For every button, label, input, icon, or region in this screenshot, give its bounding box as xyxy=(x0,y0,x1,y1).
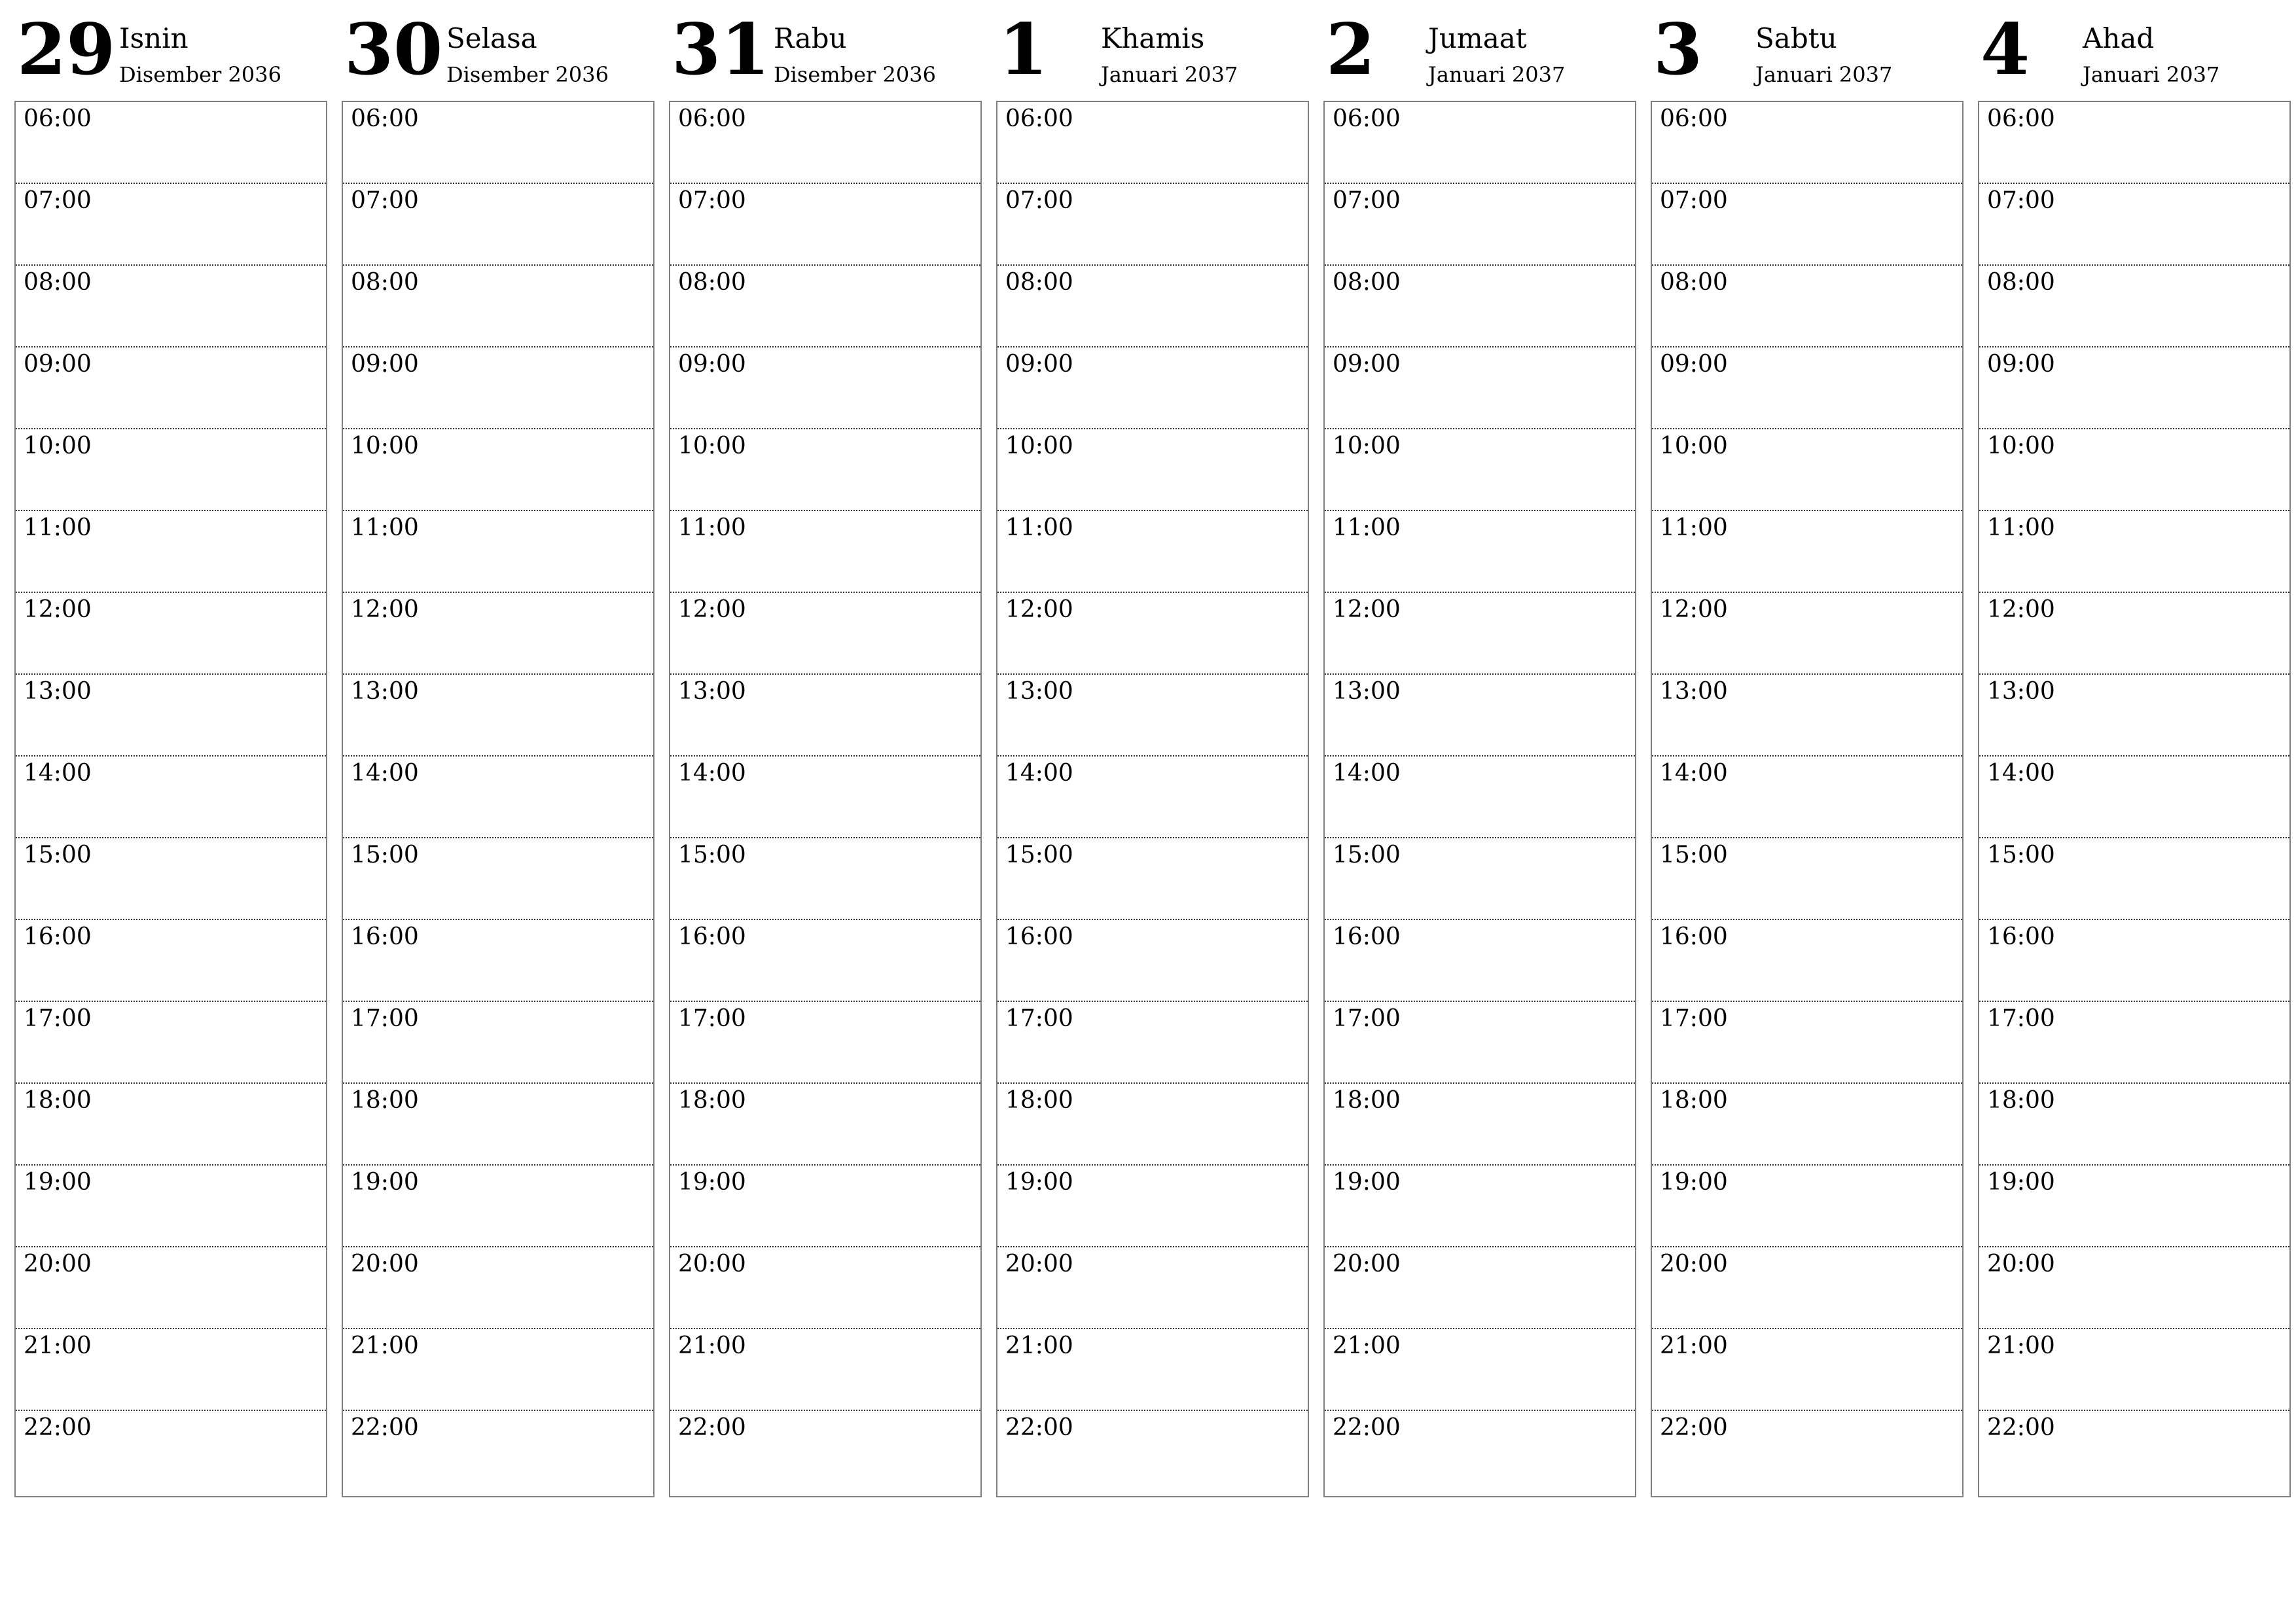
time-label: 11:00 xyxy=(1005,514,1073,541)
day-month-year: Januari 2037 xyxy=(1755,62,1893,87)
time-slot[interactable] xyxy=(1325,1002,1635,1084)
day-name: Sabtu xyxy=(1755,22,1837,54)
time-label: 06:00 xyxy=(351,105,419,132)
time-label: 16:00 xyxy=(678,923,746,950)
time-slot[interactable] xyxy=(670,593,980,675)
time-slot[interactable] xyxy=(16,184,326,266)
time-label: 13:00 xyxy=(1005,678,1073,705)
time-label: 20:00 xyxy=(1005,1251,1073,1277)
time-label: 17:00 xyxy=(1005,1005,1073,1032)
time-slot[interactable] xyxy=(1979,1084,2289,1166)
time-label: 19:00 xyxy=(1660,1169,1728,1196)
time-label: 14:00 xyxy=(1660,760,1728,787)
time-slot[interactable] xyxy=(343,1166,653,1247)
time-label: 22:00 xyxy=(678,1414,746,1441)
time-label: 11:00 xyxy=(1333,514,1401,541)
day-name: Khamis xyxy=(1101,22,1205,54)
time-label: 15:00 xyxy=(1660,842,1728,868)
time-slot[interactable] xyxy=(1979,511,2289,593)
time-label: 16:00 xyxy=(1005,923,1073,950)
day-name: Jumaat xyxy=(1428,22,1527,54)
time-label: 19:00 xyxy=(351,1169,419,1196)
time-slot[interactable] xyxy=(1325,1166,1635,1247)
time-label: 09:00 xyxy=(1005,351,1073,378)
time-slot[interactable] xyxy=(343,348,653,429)
time-label: 11:00 xyxy=(351,514,419,541)
time-slot[interactable] xyxy=(1325,511,1635,593)
time-label: 07:00 xyxy=(1005,187,1073,214)
time-slot[interactable] xyxy=(343,1411,653,1493)
time-slot[interactable] xyxy=(1979,184,2289,266)
time-label: 18:00 xyxy=(678,1087,746,1114)
day-column xyxy=(14,0,327,1505)
time-label: 12:00 xyxy=(1005,596,1073,623)
time-slot[interactable] xyxy=(1979,1166,2289,1247)
time-slot[interactable] xyxy=(343,675,653,757)
time-slot[interactable] xyxy=(1325,1411,1635,1493)
time-label: 06:00 xyxy=(1660,105,1728,132)
time-slot[interactable] xyxy=(670,184,980,266)
time-slot[interactable] xyxy=(997,1411,1308,1493)
day-number: 3 xyxy=(1653,9,1703,91)
time-label: 09:00 xyxy=(24,351,92,378)
day-schedule-box xyxy=(342,101,655,1497)
time-slot[interactable] xyxy=(1652,511,1962,593)
time-label: 15:00 xyxy=(1005,842,1073,868)
time-slot[interactable] xyxy=(16,102,326,184)
time-slot[interactable] xyxy=(343,920,653,1002)
time-slot[interactable] xyxy=(1325,1084,1635,1166)
time-label: 14:00 xyxy=(1333,760,1401,787)
time-slot[interactable] xyxy=(343,429,653,511)
day-month-year: Januari 2037 xyxy=(1428,62,1566,87)
time-label: 09:00 xyxy=(1333,351,1401,378)
time-slot[interactable] xyxy=(16,838,326,920)
time-label: 07:00 xyxy=(1987,187,2055,214)
time-slot[interactable] xyxy=(1325,266,1635,348)
time-slot[interactable] xyxy=(1652,348,1962,429)
time-slot[interactable] xyxy=(997,838,1308,920)
day-schedule-box xyxy=(996,101,1309,1497)
day-header xyxy=(669,0,982,101)
time-slot[interactable] xyxy=(343,511,653,593)
time-slot[interactable] xyxy=(1325,184,1635,266)
time-slot[interactable] xyxy=(1652,1166,1962,1247)
time-label: 20:00 xyxy=(351,1251,419,1277)
time-label: 11:00 xyxy=(1987,514,2055,541)
time-slot[interactable] xyxy=(1979,348,2289,429)
time-label: 22:00 xyxy=(1005,1414,1073,1441)
time-label: 15:00 xyxy=(351,842,419,868)
day-header xyxy=(1323,0,1636,101)
time-label: 10:00 xyxy=(1005,433,1073,459)
time-slot[interactable] xyxy=(1325,429,1635,511)
time-label: 10:00 xyxy=(1333,433,1401,459)
time-label: 11:00 xyxy=(24,514,92,541)
time-label: 17:00 xyxy=(678,1005,746,1032)
time-label: 11:00 xyxy=(1660,514,1728,541)
day-month-year: Januari 2037 xyxy=(1101,62,1238,87)
time-label: 14:00 xyxy=(351,760,419,787)
time-label: 12:00 xyxy=(24,596,92,623)
time-slot[interactable] xyxy=(1325,757,1635,838)
day-month-year: Disember 2036 xyxy=(446,62,609,87)
time-slot[interactable] xyxy=(997,675,1308,757)
time-slot[interactable] xyxy=(16,348,326,429)
time-label: 21:00 xyxy=(1987,1332,2055,1359)
time-label: 09:00 xyxy=(1660,351,1728,378)
time-label: 22:00 xyxy=(1660,1414,1728,1441)
time-label: 18:00 xyxy=(1333,1087,1401,1114)
time-label: 08:00 xyxy=(678,269,746,296)
time-slot[interactable] xyxy=(670,1166,980,1247)
time-slot[interactable] xyxy=(997,1084,1308,1166)
time-slot[interactable] xyxy=(343,838,653,920)
time-label: 11:00 xyxy=(678,514,746,541)
time-label: 15:00 xyxy=(1987,842,2055,868)
time-slot[interactable] xyxy=(670,511,980,593)
time-slot[interactable] xyxy=(16,675,326,757)
time-slot[interactable] xyxy=(670,266,980,348)
time-label: 22:00 xyxy=(24,1414,92,1441)
time-label: 15:00 xyxy=(24,842,92,868)
time-slot[interactable] xyxy=(997,1247,1308,1329)
time-label: 10:00 xyxy=(24,433,92,459)
time-slot[interactable] xyxy=(1652,1329,1962,1411)
time-slot[interactable] xyxy=(343,184,653,266)
time-slot[interactable] xyxy=(670,757,980,838)
time-label: 08:00 xyxy=(1005,269,1073,296)
time-slot[interactable] xyxy=(1979,838,2289,920)
time-label: 10:00 xyxy=(1660,433,1728,459)
time-slot[interactable] xyxy=(343,757,653,838)
day-schedule-box xyxy=(1978,101,2291,1497)
day-number: 1 xyxy=(999,9,1049,91)
weekly-planner xyxy=(14,0,2286,1505)
time-slot[interactable] xyxy=(1652,184,1962,266)
day-header xyxy=(1978,0,2291,101)
day-name: Selasa xyxy=(446,22,537,54)
time-label: 18:00 xyxy=(1987,1087,2055,1114)
time-slot[interactable] xyxy=(1325,593,1635,675)
time-slot[interactable] xyxy=(1979,593,2289,675)
time-label: 10:00 xyxy=(678,433,746,459)
time-label: 18:00 xyxy=(1660,1087,1728,1114)
time-label: 22:00 xyxy=(1333,1414,1401,1441)
day-column xyxy=(1978,0,2291,1505)
time-label: 07:00 xyxy=(24,187,92,214)
time-label: 17:00 xyxy=(24,1005,92,1032)
time-slot[interactable] xyxy=(1325,1247,1635,1329)
time-label: 20:00 xyxy=(24,1251,92,1277)
time-slot[interactable] xyxy=(1652,429,1962,511)
time-slot[interactable] xyxy=(1652,757,1962,838)
day-number: 30 xyxy=(344,9,443,91)
time-label: 21:00 xyxy=(351,1332,419,1359)
time-slot[interactable] xyxy=(997,1166,1308,1247)
time-label: 06:00 xyxy=(1987,105,2055,132)
time-label: 07:00 xyxy=(351,187,419,214)
time-slot[interactable] xyxy=(1652,102,1962,184)
time-label: 08:00 xyxy=(351,269,419,296)
time-label: 09:00 xyxy=(1987,351,2055,378)
time-slot[interactable] xyxy=(1652,266,1962,348)
time-slot[interactable] xyxy=(670,348,980,429)
day-month-year: Disember 2036 xyxy=(774,62,936,87)
time-slot[interactable] xyxy=(1979,920,2289,1002)
time-slot[interactable] xyxy=(1979,1002,2289,1084)
day-name: Isnin xyxy=(119,22,188,54)
time-label: 13:00 xyxy=(351,678,419,705)
time-label: 15:00 xyxy=(678,842,746,868)
time-label: 20:00 xyxy=(1333,1251,1401,1277)
time-label: 19:00 xyxy=(678,1169,746,1196)
time-label: 13:00 xyxy=(1660,678,1728,705)
time-slot[interactable] xyxy=(1652,1411,1962,1493)
time-label: 18:00 xyxy=(1005,1087,1073,1114)
day-column xyxy=(1323,0,1636,1505)
time-label: 14:00 xyxy=(1005,760,1073,787)
day-column xyxy=(996,0,1309,1505)
time-slot[interactable] xyxy=(670,429,980,511)
time-label: 06:00 xyxy=(678,105,746,132)
time-label: 22:00 xyxy=(1987,1414,2055,1441)
time-label: 12:00 xyxy=(1333,596,1401,623)
time-label: 12:00 xyxy=(1987,596,2055,623)
time-slot[interactable] xyxy=(670,920,980,1002)
time-label: 08:00 xyxy=(1987,269,2055,296)
time-label: 17:00 xyxy=(1660,1005,1728,1032)
time-label: 14:00 xyxy=(1987,760,2055,787)
time-label: 21:00 xyxy=(678,1332,746,1359)
time-label: 07:00 xyxy=(678,187,746,214)
time-label: 09:00 xyxy=(351,351,419,378)
day-name: Ahad xyxy=(2083,22,2155,54)
time-label: 14:00 xyxy=(678,760,746,787)
time-slot[interactable] xyxy=(670,1002,980,1084)
time-label: 18:00 xyxy=(24,1087,92,1114)
time-slot[interactable] xyxy=(670,1247,980,1329)
time-slot[interactable] xyxy=(1652,838,1962,920)
time-label: 18:00 xyxy=(351,1087,419,1114)
time-label: 16:00 xyxy=(351,923,419,950)
day-header xyxy=(342,0,655,101)
time-slot[interactable] xyxy=(16,593,326,675)
day-month-year: Disember 2036 xyxy=(119,62,281,87)
time-slot[interactable] xyxy=(997,511,1308,593)
time-slot[interactable] xyxy=(1979,1247,2289,1329)
time-label: 20:00 xyxy=(1987,1251,2055,1277)
day-column xyxy=(342,0,655,1505)
time-slot[interactable] xyxy=(997,1002,1308,1084)
time-slot[interactable] xyxy=(1325,920,1635,1002)
time-label: 21:00 xyxy=(24,1332,92,1359)
day-column xyxy=(669,0,982,1505)
time-slot[interactable] xyxy=(1325,1329,1635,1411)
time-label: 13:00 xyxy=(678,678,746,705)
time-slot[interactable] xyxy=(16,1411,326,1493)
day-header xyxy=(996,0,1309,101)
time-label: 16:00 xyxy=(1987,923,2055,950)
time-slot[interactable] xyxy=(670,102,980,184)
time-slot[interactable] xyxy=(670,838,980,920)
time-label: 17:00 xyxy=(351,1005,419,1032)
time-label: 13:00 xyxy=(24,678,92,705)
time-slot[interactable] xyxy=(343,593,653,675)
time-slot[interactable] xyxy=(16,429,326,511)
time-label: 08:00 xyxy=(1660,269,1728,296)
time-label: 17:00 xyxy=(1333,1005,1401,1032)
time-slot[interactable] xyxy=(16,1329,326,1411)
time-slot[interactable] xyxy=(343,1084,653,1166)
time-label: 10:00 xyxy=(351,433,419,459)
time-slot[interactable] xyxy=(1325,348,1635,429)
day-name: Rabu xyxy=(774,22,847,54)
time-slot[interactable] xyxy=(997,920,1308,1002)
day-month-year: Januari 2037 xyxy=(2083,62,2220,87)
time-slot[interactable] xyxy=(670,1329,980,1411)
time-slot[interactable] xyxy=(997,184,1308,266)
time-label: 12:00 xyxy=(351,596,419,623)
time-slot[interactable] xyxy=(16,1002,326,1084)
time-label: 20:00 xyxy=(678,1251,746,1277)
time-label: 20:00 xyxy=(1660,1251,1728,1277)
time-slot[interactable] xyxy=(1652,593,1962,675)
time-slot[interactable] xyxy=(670,1411,980,1493)
time-slot[interactable] xyxy=(1652,675,1962,757)
time-slot[interactable] xyxy=(1979,1329,2289,1411)
time-slot[interactable] xyxy=(1652,920,1962,1002)
time-label: 14:00 xyxy=(24,760,92,787)
time-slot[interactable] xyxy=(16,1084,326,1166)
time-slot[interactable] xyxy=(1652,1002,1962,1084)
time-label: 16:00 xyxy=(1660,923,1728,950)
time-slot[interactable] xyxy=(343,102,653,184)
time-slot[interactable] xyxy=(670,675,980,757)
time-slot[interactable] xyxy=(997,757,1308,838)
time-slot[interactable] xyxy=(1979,757,2289,838)
time-label: 12:00 xyxy=(678,596,746,623)
time-label: 22:00 xyxy=(351,1414,419,1441)
day-number: 31 xyxy=(672,9,770,91)
time-slot[interactable] xyxy=(997,266,1308,348)
time-slot[interactable] xyxy=(343,1329,653,1411)
time-slot[interactable] xyxy=(343,1247,653,1329)
time-slot[interactable] xyxy=(343,266,653,348)
time-slot[interactable] xyxy=(997,429,1308,511)
time-slot[interactable] xyxy=(16,1247,326,1329)
time-label: 13:00 xyxy=(1333,678,1401,705)
time-label: 21:00 xyxy=(1005,1332,1073,1359)
day-schedule-box xyxy=(14,101,327,1497)
day-number: 2 xyxy=(1326,9,1376,91)
time-label: 16:00 xyxy=(1333,923,1401,950)
time-label: 08:00 xyxy=(1333,269,1401,296)
time-label: 06:00 xyxy=(24,105,92,132)
time-label: 19:00 xyxy=(1005,1169,1073,1196)
time-slot[interactable] xyxy=(1979,1411,2289,1493)
time-label: 06:00 xyxy=(1005,105,1073,132)
time-label: 19:00 xyxy=(24,1169,92,1196)
time-label: 13:00 xyxy=(1987,678,2055,705)
time-slot[interactable] xyxy=(1979,675,2289,757)
day-schedule-box xyxy=(1323,101,1636,1497)
day-number: 29 xyxy=(17,9,116,91)
time-slot[interactable] xyxy=(1979,429,2289,511)
time-label: 19:00 xyxy=(1987,1169,2055,1196)
time-slot[interactable] xyxy=(1652,1247,1962,1329)
day-number: 4 xyxy=(1981,9,2030,91)
day-header xyxy=(14,0,327,101)
time-slot[interactable] xyxy=(16,757,326,838)
day-column xyxy=(1651,0,1964,1505)
time-slot[interactable] xyxy=(1325,675,1635,757)
time-label: 15:00 xyxy=(1333,842,1401,868)
time-label: 21:00 xyxy=(1660,1332,1728,1359)
day-schedule-box xyxy=(1651,101,1964,1497)
time-label: 07:00 xyxy=(1333,187,1401,214)
day-header xyxy=(1651,0,1964,101)
time-slot[interactable] xyxy=(670,1084,980,1166)
time-slot[interactable] xyxy=(1325,102,1635,184)
time-label: 21:00 xyxy=(1333,1332,1401,1359)
time-slot[interactable] xyxy=(997,593,1308,675)
time-label: 16:00 xyxy=(24,923,92,950)
time-slot[interactable] xyxy=(1652,1084,1962,1166)
time-label: 08:00 xyxy=(24,269,92,296)
time-label: 10:00 xyxy=(1987,433,2055,459)
time-slot[interactable] xyxy=(997,348,1308,429)
time-label: 12:00 xyxy=(1660,596,1728,623)
day-schedule-box xyxy=(669,101,982,1497)
time-slot[interactable] xyxy=(16,266,326,348)
time-slot[interactable] xyxy=(16,1166,326,1247)
time-label: 17:00 xyxy=(1987,1005,2055,1032)
time-slot[interactable] xyxy=(343,1002,653,1084)
time-slot[interactable] xyxy=(16,920,326,1002)
time-label: 19:00 xyxy=(1333,1169,1401,1196)
time-label: 07:00 xyxy=(1660,187,1728,214)
time-slot[interactable] xyxy=(997,102,1308,184)
time-slot[interactable] xyxy=(1979,102,2289,184)
time-slot[interactable] xyxy=(1325,838,1635,920)
time-slot[interactable] xyxy=(1979,266,2289,348)
time-label: 06:00 xyxy=(1333,105,1401,132)
time-slot[interactable] xyxy=(16,511,326,593)
time-slot[interactable] xyxy=(997,1329,1308,1411)
time-label: 09:00 xyxy=(678,351,746,378)
